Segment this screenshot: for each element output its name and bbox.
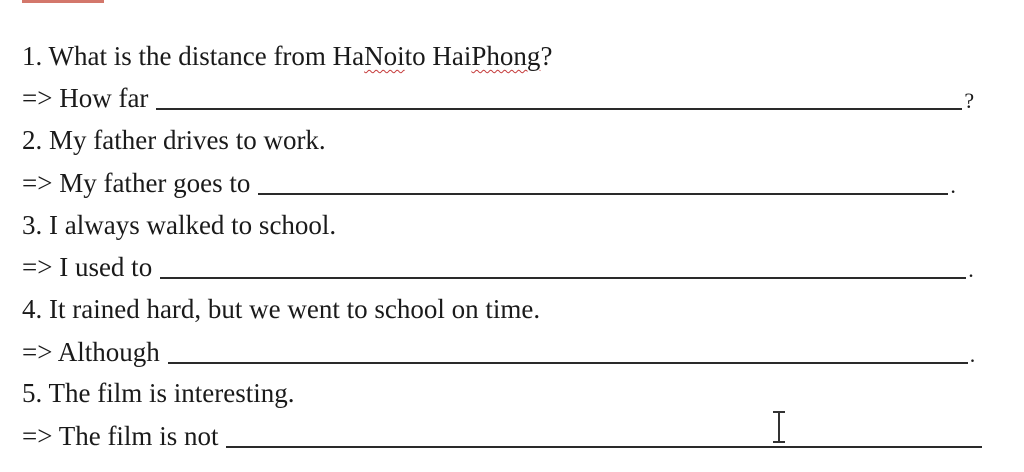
answer-2 [22, 157, 956, 197]
question-4-text: 4. It rained hard, but we went to school on time. [22, 294, 541, 324]
question-2-text: 2. My father drives to work. [22, 125, 326, 155]
question-1-prefix: 1. What is the distance from Ha [22, 41, 365, 71]
question-5-text: 5. The film is interesting. [22, 378, 295, 408]
answer-1 [22, 72, 974, 112]
answer-4-end: . [969, 342, 976, 367]
answer-1-blank[interactable] [156, 107, 962, 110]
answer-1-prefix: => How far [22, 83, 149, 113]
question-5 [22, 367, 294, 407]
question-1-middle: to Hai [404, 41, 472, 71]
i-beam-cursor-icon [770, 410, 788, 444]
answer-2-end: . [950, 173, 956, 198]
question-1-word-phong: Phong [471, 41, 541, 71]
question-3 [22, 199, 336, 239]
question-1 [22, 30, 552, 70]
answer-2-blank[interactable] [258, 192, 948, 195]
answer-4-blank[interactable] [168, 361, 968, 364]
answer-3-prefix: => I used to [22, 252, 153, 282]
answer-5 [22, 410, 984, 450]
answer-4-prefix: => Although [22, 337, 160, 367]
answer-5-blank[interactable] [226, 445, 982, 448]
answer-3-blank[interactable] [160, 276, 966, 279]
question-3-text: 3. I always walked to school. [22, 210, 337, 240]
answer-1-end: ? [964, 88, 975, 113]
answer-4 [22, 326, 975, 366]
answer-3 [22, 241, 974, 281]
question-1-suffix: ? [540, 41, 553, 71]
question-4 [22, 283, 540, 323]
answer-2-prefix: => My father goes to [22, 168, 251, 198]
question-1-word-noi: Noi [364, 41, 405, 71]
answer-3-end: . [968, 257, 974, 282]
question-2 [22, 114, 326, 154]
answer-5-prefix: => The film is not [22, 421, 219, 451]
